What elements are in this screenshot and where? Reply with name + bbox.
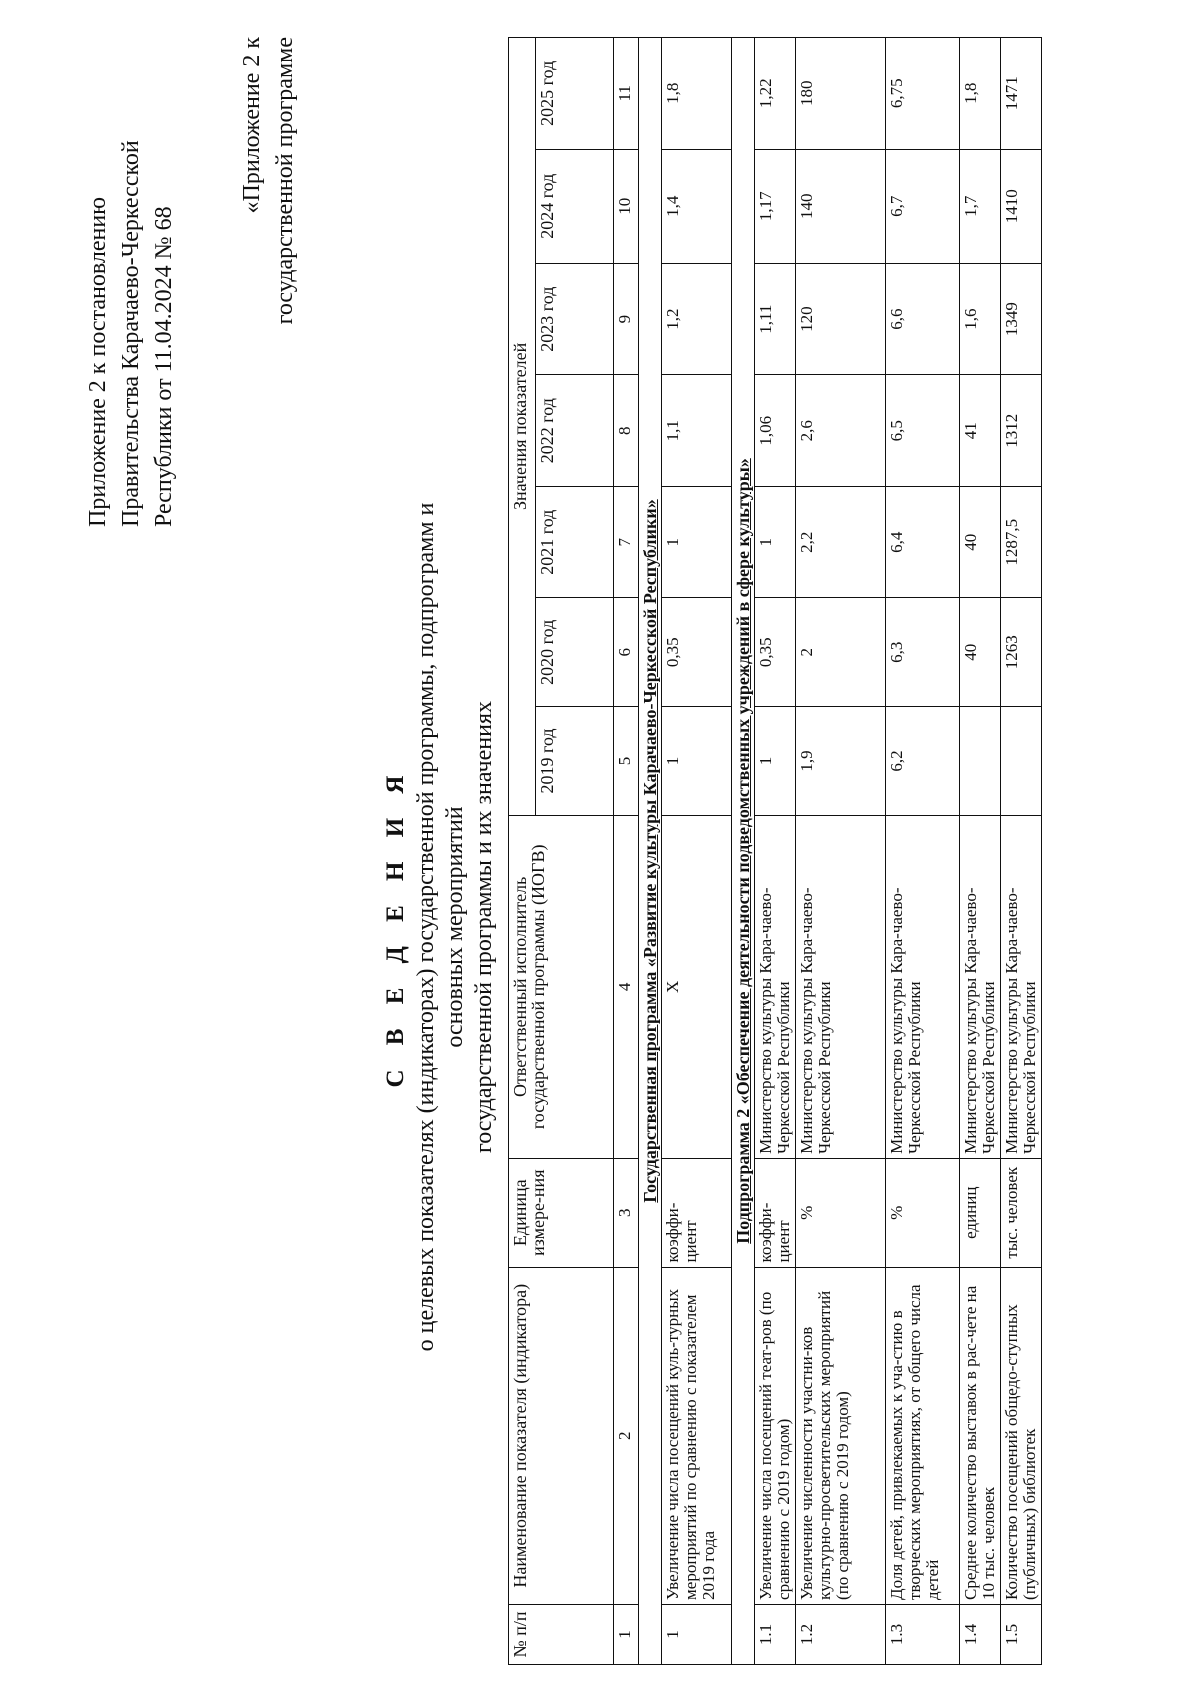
table-row [755, 38, 796, 1665]
row-num: 1.2 [796, 1604, 886, 1664]
row-executor: Министерство культуры Кара-чаево-Черкесской Республики [886, 815, 960, 1158]
row-name: Увеличение численности участни-ков культурно-просветительских мероприятий (по сравнению с 2019 годом) [796, 1267, 886, 1604]
column-number: 10 [614, 149, 639, 263]
section-title: Государственная программа «Развитие культуры Карачаево-Черкесской Республики» [639, 38, 662, 1665]
row-num: 1.5 [1001, 1604, 1042, 1664]
column-number: 7 [614, 486, 639, 598]
row-value: 2 [796, 598, 886, 707]
row-value: 120 [796, 263, 886, 375]
row-value: 1,8 [960, 38, 1001, 150]
header-executor: Ответственный исполнитель государственной программы (ИОГВ) [509, 815, 614, 1158]
row-value: 6,6 [886, 263, 960, 375]
row-value: 1,6 [960, 263, 1001, 375]
header-num: № п/п [509, 1604, 614, 1664]
row-value: 1 [755, 707, 796, 816]
row-value: 1,4 [662, 149, 732, 263]
row-num: 1.1 [755, 1604, 796, 1664]
table-row [886, 38, 960, 1665]
row-value: 6,75 [886, 38, 960, 150]
table-row [796, 38, 886, 1665]
header-year: 2021 год [536, 486, 614, 598]
header-name: Наименование показателя (индикатора) [509, 1267, 614, 1604]
row-value: 1,17 [755, 149, 796, 263]
row-value: 1,06 [755, 375, 796, 487]
row-value: 1312 [1001, 375, 1042, 487]
decree-line: Правительства Карачаево-Черкесской [118, 140, 144, 527]
header-unit: Единица измере-ния [509, 1158, 614, 1267]
section-subprogram [732, 38, 755, 1665]
row-num: 1 [662, 1604, 732, 1664]
annex-reference [236, 37, 302, 337]
row-value: 6,2 [886, 707, 960, 816]
column-number-row [614, 38, 639, 1665]
row-value: 0,35 [755, 598, 796, 707]
row-name: Количество посещений общедо-ступных (публичных) библиотек [1001, 1267, 1042, 1604]
row-name: Увеличение числа посещений теат-ров (по сравнению с 2019 годом) [755, 1267, 796, 1604]
row-name: Увеличение числа посещений куль-турных мероприятий по сравнению с показателем 2019 года [662, 1267, 732, 1604]
column-number: 1 [614, 1604, 639, 1664]
title-subtitle-line: государственной программы и их значениях [471, 700, 497, 1154]
row-value: 0,35 [662, 598, 732, 707]
row-value: 1410 [1001, 149, 1042, 263]
column-number: 9 [614, 263, 639, 375]
row-value: 40 [960, 486, 1001, 598]
row-value: 1349 [1001, 263, 1042, 375]
column-number: 8 [614, 375, 639, 487]
row-executor: Министерство культуры Кара-чаево-Черкесской Республики [960, 815, 1001, 1158]
row-value: 1263 [1001, 598, 1042, 707]
annex-line: государственной программе [272, 37, 298, 325]
row-executor: Министерство культуры Кара-чаево-Черкесской Республики [796, 815, 886, 1158]
row-value: 6,3 [886, 598, 960, 707]
column-number: 11 [614, 38, 639, 150]
row-value: 41 [960, 375, 1001, 487]
row-value: 1,9 [796, 707, 886, 816]
column-number: 2 [614, 1267, 639, 1604]
row-unit: % [796, 1158, 886, 1267]
annex-line: «Приложение 2 к [239, 37, 265, 214]
row-value: 1 [662, 707, 732, 816]
row-value: 1,7 [960, 149, 1001, 263]
row-num: 1.3 [886, 1604, 960, 1664]
table-row [960, 38, 1001, 1665]
row-value: 180 [796, 38, 886, 150]
row-executor: Министерство культуры Кара-чаево-Черкесской Республики [1001, 815, 1042, 1158]
row-value: 140 [796, 149, 886, 263]
row-value: 1,1 [662, 375, 732, 487]
title-main: С В Е Д Е Н И Я [382, 766, 409, 1088]
header-year: 2022 год [536, 375, 614, 487]
row-value: 6,5 [886, 375, 960, 487]
header-year: 2023 год [536, 263, 614, 375]
column-number: 6 [614, 598, 639, 707]
row-executor: Министерство культуры Кара-чаево-Черкесской Республики [755, 815, 796, 1158]
row-name: Среднее количество выставок в рас-чете на 10 тыс. человек [960, 1267, 1001, 1604]
table-row [1001, 38, 1042, 1665]
section-title: Подпрограмма 2 «Обеспечение деятельности подведомственных учреждений в сфере культуры» [732, 38, 755, 1665]
row-value: 6,7 [886, 149, 960, 263]
row-value: 1 [662, 486, 732, 598]
header-row [509, 38, 536, 1665]
section-state-program [639, 38, 662, 1665]
header-year: 2024 год [536, 149, 614, 263]
row-unit: % [886, 1158, 960, 1267]
decree-reference [82, 67, 181, 527]
document-title [380, 457, 499, 1397]
row-value: 1287,5 [1001, 486, 1042, 598]
row-value: 2,2 [796, 486, 886, 598]
title-subtitle-line: о целевых показателях (индикаторах) государственной программы, подпрограмм и основных мероприятий [413, 502, 468, 1352]
column-number: 4 [614, 815, 639, 1158]
row-value: 2,6 [796, 375, 886, 487]
row-unit: единиц [960, 1158, 1001, 1267]
row-value [1001, 707, 1042, 816]
row-value: 1,11 [755, 263, 796, 375]
column-number: 3 [614, 1158, 639, 1267]
header-values: Значения показателей [509, 38, 536, 816]
row-value [960, 707, 1001, 816]
decree-line: Приложение 2 к постановлению [85, 196, 111, 527]
row-value: 40 [960, 598, 1001, 707]
row-num: 1.4 [960, 1604, 1001, 1664]
row-value: 1,2 [662, 263, 732, 375]
header-year: 2020 год [536, 598, 614, 707]
row-unit: тыс. человек [1001, 1158, 1042, 1267]
column-number: 5 [614, 707, 639, 816]
row-value: 1,22 [755, 38, 796, 150]
row-value: 1,8 [662, 38, 732, 150]
table-row [662, 38, 732, 1665]
indicators-table [508, 37, 1042, 1665]
header-year: 2019 год [536, 707, 614, 816]
row-unit: коэффи-циент [755, 1158, 796, 1267]
row-value: 1 [755, 486, 796, 598]
row-value: 6,4 [886, 486, 960, 598]
decree-line: Республики от 11.04.2024 № 68 [151, 206, 177, 527]
header-year: 2025 год [536, 38, 614, 150]
row-unit: коэффи-циент [662, 1158, 732, 1267]
row-name: Доля детей, привлекаемых к уча-стию в творческих мероприятиях, от общего числа детей [886, 1267, 960, 1604]
row-executor: Х [662, 815, 732, 1158]
row-value: 1471 [1001, 38, 1042, 150]
